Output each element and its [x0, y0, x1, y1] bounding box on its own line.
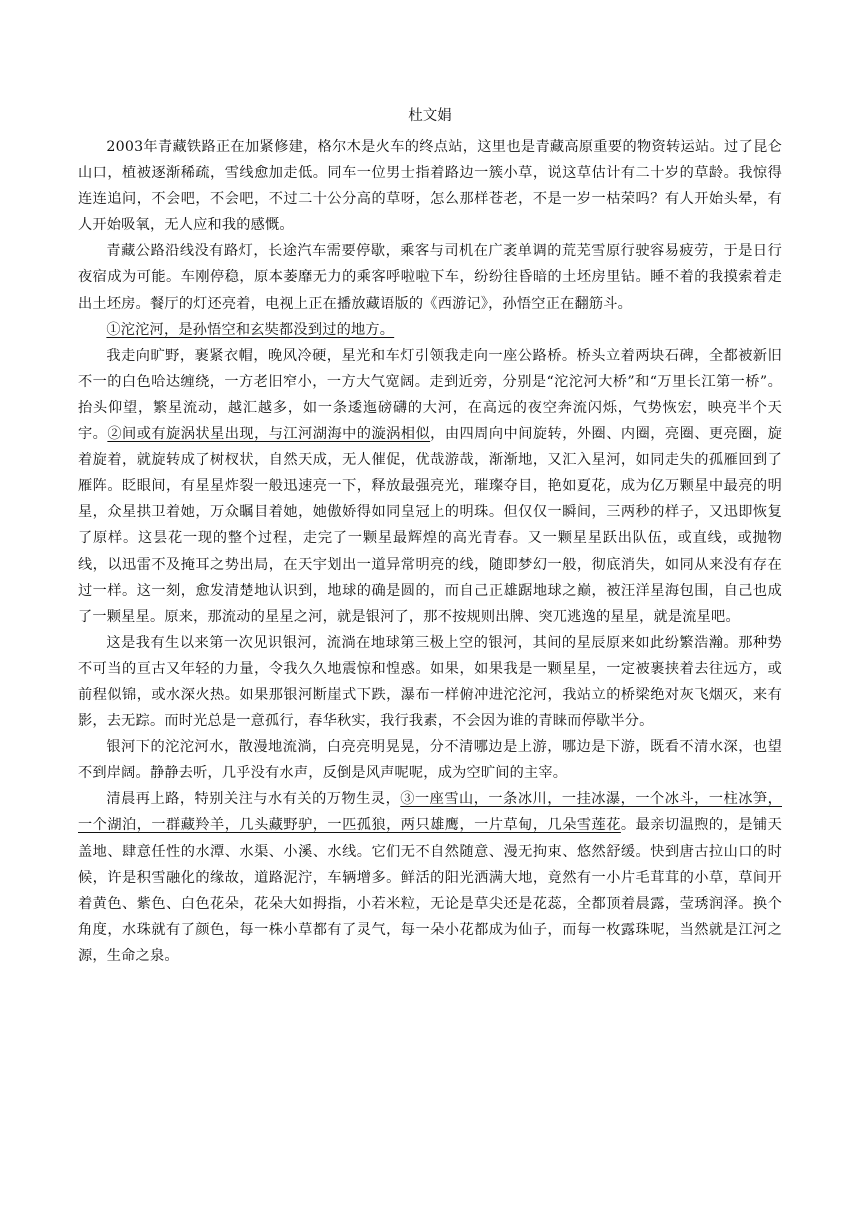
paragraph-3 — [78, 317, 782, 343]
paragraph-text: 。最亲切温煦的，是铺天盖地、肆意任性的水潭、水渠、小溪、水线。它们无不自然随意、漫无拘束、悠然舒缓。快到唐古拉山口的时候，许是积雪融化的缘故，道路泥泞，车辆增多。鲜活的阳光洒满大地，竟然有一小片毛茸茸的小草，草间开着黄色、紫色、白色花朵，花朵大如拇指，小若米粒，无论是草尖还是花蕊，全都顶着晨露，莹琇润泽。换个角度，水珠就有了颜色，每一株小草都有了灵气，每一朵小花都成为仙子，而每一枚露珠呢，当然就是江河之源，生命之泉。 — [78, 817, 783, 964]
paragraph-text: 银河下的沱沱河水，散漫地流淌，白亮亮明晃晃，分不清哪边是上游，哪边是下游，既看不清水深，也望不到岸阔。静静去听，几乎没有水声，反倒是风声呢呢，成为空旷间的主宰。 — [78, 739, 782, 782]
paragraph-text: 青藏公路沿线没有路灯，长途汽车需要停歇，乘客与司机在广袤单调的荒芜雪原行驶容易疲劳，于是日行夜宿成为可能。车刚停稳，原本萎靡无力的乘客呼啦啦下车，纷纷往昏暗的土坯房里钻。睡不着的我摸索着走出土坯房。餐厅的灯还亮着，电视上正在播放藏语版的《西游记》，孙悟空正在翻筋斗。 — [78, 243, 782, 312]
paragraph-7 — [78, 786, 782, 969]
paragraph-text: 我走向旷野，裹紧衣帽，晚风冷硬，星光和车灯引领我走向一座公路桥。桥头立着两块石碑，全都被新旧不一的白色哈达缠绕，一方老旧窄小，一方大气宽阔。走到近旁，分别是“沱沱河大桥”和“万里长江第一桥”。抬头仰望，繁星流动，越汇越多，如一条逶迤磅礴的大河，在高远的夜空奔流闪烁，气势恢宏，映亮半个天宇。 — [78, 347, 782, 443]
paragraph-5 — [78, 630, 782, 734]
paragraph-text: 清晨再上路，特别关注与水有关的万物生灵， — [106, 791, 401, 808]
paragraph-4 — [78, 343, 782, 630]
underlined-sentence-2: ②间或有旋涡状星出现，与江河湖海中的漩涡相似 — [107, 426, 431, 443]
paragraph-1 — [78, 134, 782, 238]
paragraph-text: ，由四周向中间旋转，外圈、内圈，亮圈、更亮圈，旋着旋着，就旋转成了树杈状，自然天成，无人催促，优哉游哉，渐渐地，又汇入星河，如同走失的孤雁回到了雁阵。眨眼间，有星星炸裂一般迅速亮一下，释放最强亮光，璀璨夺目，艳如夏花，成为亿万颗星中最亮的明星，众星拱卫着她，万众瞩目着她，她傲娇得如同皇冠上的明珠。但仅仅一瞬间，三两秒的样子，又迅即恢复了原样。这昙花一现的整个过程，走完了一颗星最辉煌的高光青春。又一颗星星跃出队伍，或直线，或抛物线，以迅雷不及掩耳之势出局，在天宇划出一道异常明亮的线，随即梦幻一般，彻底消失，如同从来没有存在过一样。这一刻，愈发清楚地认识到，地球的确是圆的，而自己正雄踞地球之巅，被汪洋星海包围，自己也成了一颗星星。原来，那流动的星星之河，就是银河了，那不按规则出牌、突兀逃逸的星星，就是流星吧。 — [78, 426, 783, 625]
paragraph-2 — [78, 238, 782, 316]
author-name: 杜文娟 — [408, 108, 452, 124]
paragraph-6 — [78, 734, 782, 786]
underlined-sentence-3: ③一座雪山，一条冰川，一挂冰瀑，一个冰斗，一柱冰笋，一个湖泊，一群藏羚羊，几头藏野驴，一匹孤狼，两只雄鹰，一片草甸，几朵雪莲花 — [78, 791, 782, 834]
underlined-sentence-1: ①沱沱河，是孙悟空和玄奘都没到过的地方。 — [106, 321, 395, 338]
paragraph-text: 2003年青藏铁路正在加紧修建，格尔木是火车的终点站，这里也是青藏高原重要的物资转运站。过了昆仑山口，植被逐渐稀疏，雪线愈加走低。同车一位男士指着路边一簇小草，说这草估计有二十岁的草龄。我惊得连连追问，不会吧，不会吧，不过二十公分高的草呀，怎么那样苍老，不是一岁一枯荣吗？有人开始头晕，有人开始吸氧，无人应和我的感慨。 — [78, 139, 782, 234]
paragraph-text: 这是我有生以来第一次见识银河，流淌在地球第三极上空的银河，其间的星辰原来如此纷繁浩瀚。那种势不可当的亘古又年轻的力量，令我久久地震惊和惶惑。如果，如果我是一颗星星，一定被裹挟着去往远方，或前程似锦，或水深火热。如果那银河断崖式下跌，瀑布一样俯冲进沱沱河，我站立的桥梁绝对灰飞烟灭，来有影，去无踪。而时光总是一意孤行，春华秋实，我行我素，不会因为谁的青睐而停歇半分。 — [78, 634, 782, 730]
